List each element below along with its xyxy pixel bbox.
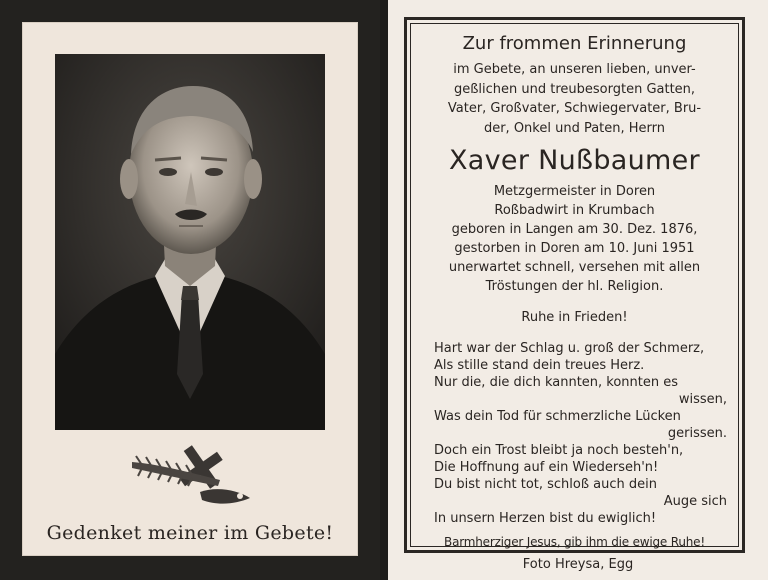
detail-line: Metzgermeister in Doren [493, 184, 656, 199]
poem-line: wissen, [678, 392, 727, 407]
poem-line: In unsern Herzen bist du ewiglich! [434, 511, 657, 526]
portrait-photo-icon [55, 54, 325, 430]
life-details [408, 182, 741, 296]
rest-in-peace: Ruhe in Frieden! [521, 310, 628, 325]
memorial-text [408, 26, 741, 551]
poem-line: Was dein Tod für schmerzliche Lücken [434, 409, 681, 424]
intro-line: im Gebete, an unseren lieben, unver- [453, 62, 696, 77]
poem-line: Du bist nicht tot, schloß auch dein [434, 477, 657, 492]
prayer-caption: Gedenket meiner im Gebete! [46, 522, 334, 544]
poem-line: Hart war der Schlag u. groß der Schmerz, [434, 341, 705, 356]
intro-line: geßlichen und treubesorgten Gatten, [453, 81, 696, 97]
poem-line: gerissen. [667, 426, 727, 441]
intro-text [408, 60, 741, 138]
cross-and-palm-emblem-icon [128, 442, 258, 514]
card-front-paper [22, 22, 358, 556]
portrait-photo [55, 54, 325, 430]
detail-line: unerwartet schnell, versehen mit allen [448, 260, 701, 275]
poem-line: Doch ein Trost bleibt ja noch besteh'n, [434, 443, 684, 458]
detail-line: Roßbadwirt in Krumbach [494, 203, 655, 218]
poem-line: Als stille stand dein treues Herz. [434, 358, 645, 373]
photo-credit: Foto Hreysa, Egg [522, 557, 634, 572]
memorial-poem [408, 340, 741, 527]
closing-prayer: Barmherziger Jesus, gib ihm die ewige Ruhe! [444, 535, 705, 549]
detail-line: geboren in Langen am 30. Dez. 1876, [451, 222, 698, 237]
poem-line: Auge sich [663, 494, 727, 509]
intro-line: der, Onkel und Paten, Herrn [483, 120, 666, 136]
detail-line: gestorben in Doren am 10. Juni 1951 [454, 241, 695, 256]
deceased-name: Xaver Nußbaumer [449, 145, 700, 176]
memorial-heading: Zur frommen Erinnerung [462, 33, 687, 54]
detail-line: Tröstungen der hl. Religion. [485, 279, 664, 294]
intro-line: Vater, Großvater, Schwiegervater, Bru- [447, 101, 702, 116]
memorial-card-back [388, 0, 768, 580]
poem-line: Die Hoffnung auf ein Wiederseh'n! [434, 460, 659, 475]
memorial-card-front [0, 0, 380, 580]
poem-line: Nur die, die dich kannten, konnten es [434, 375, 679, 390]
